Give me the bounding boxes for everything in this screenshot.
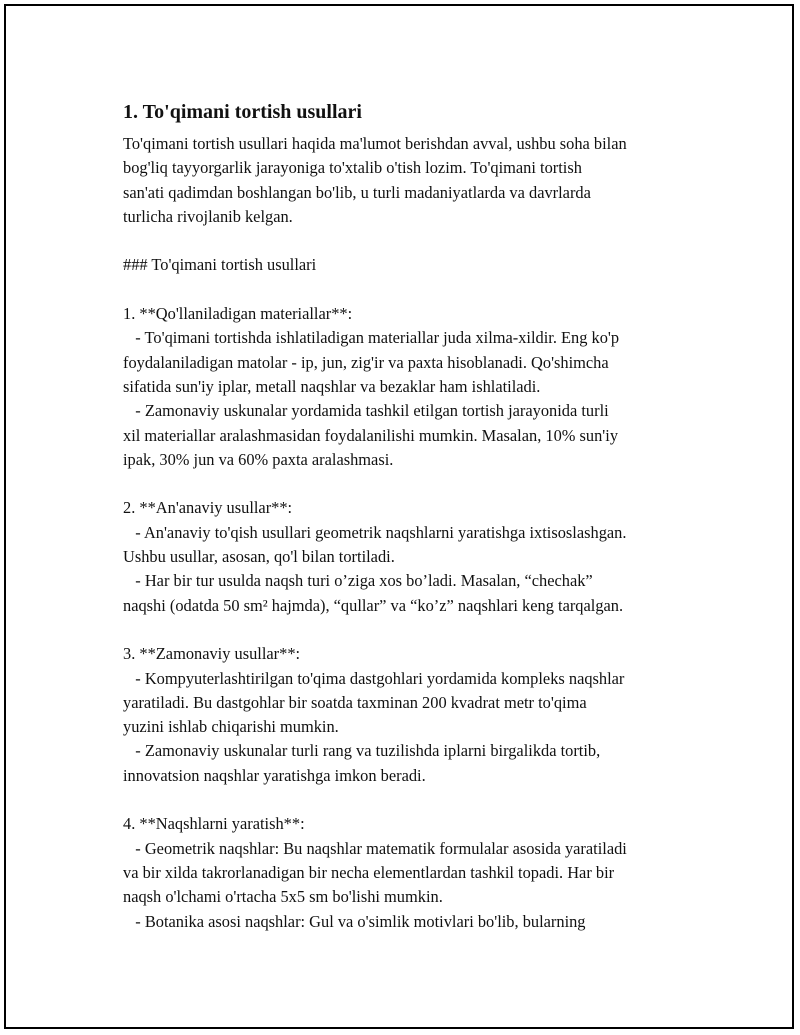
blank-line — [123, 278, 703, 302]
text-line: 3. **Zamonaviy usullar**: — [123, 644, 301, 664]
text-line: ipak, 30% jun va 60% paxta aralashmasi. — [123, 449, 394, 469]
text-line: san'ati qadimdan boshlangan bo'lib, u turli madaniyatlarda va davrlarda — [123, 182, 591, 202]
document-page — [4, 4, 794, 1029]
text-line: yuzini ishlab chiqarishi mumkin. — [123, 717, 339, 737]
text-line: 1. **Qo'llaniladigan materiallar**: — [123, 304, 353, 324]
text-line: bog'liq tayyorgarlik jarayoniga to'xtalib o'tish lozim. To'qimani tortish — [123, 158, 582, 178]
text-line: innovatsion naqshlar yaratishga imkon beradi. — [123, 765, 426, 785]
text-line: - Kompyuterlashtirilgan to'qima dastgohlari yordamida kompleks naqshlar — [123, 668, 625, 688]
text-line: yaratiladi. Bu dastgohlar bir soatda taxminan 200 kvadrat metr to'qima — [123, 692, 587, 712]
text-line: 4. **Naqshlarni yaratish**: — [123, 814, 305, 834]
text-line: - Zamonaviy uskunalar turli rang va tuzilishda iplarni birgalikda tortib, — [123, 741, 601, 761]
text-line: xil materiallar aralashmasidan foydalanilishi mumkin. Masalan, 10% sun'iy — [123, 425, 619, 445]
page-title: 1. To'qimani tortish usullari — [123, 101, 362, 123]
text-line: naqsh o'lchami o'rtacha 5x5 sm bo'lishi mumkin. — [123, 887, 443, 907]
text-line: sifatida sun'iy iplar, metall naqshlar va bezaklar ham ishlatiladi. — [123, 376, 541, 396]
text-line: - Botanika asosi naqshlar: Gul va o'simlik motivlari bo'lib, bularning — [123, 911, 586, 931]
text-line: ### To'qimani tortish usullari — [123, 255, 317, 275]
text-line: - To'qimani tortishda ishlatiladigan materiallar juda xilma-xildir. Eng ko'p — [123, 328, 620, 348]
text-line: Ushbu usullar, asosan, qo'l bilan tortiladi. — [123, 547, 395, 567]
text-line: - Har bir tur usulda naqsh turi o’ziga xos bo’ladi. Masalan, “chechak” — [123, 571, 593, 591]
text-line: 2. **An'anaviy usullar**: — [123, 498, 293, 518]
text-line: - Geometrik naqshlar: Bu naqshlar matematik formulalar asosida yaratiladi — [123, 838, 627, 858]
text-line: foydalaniladigan matolar - ip, jun, zig'ir va paxta hisoblanadi. Qo'shimcha — [123, 352, 609, 372]
blank-line — [123, 472, 703, 496]
document-body — [123, 98, 703, 934]
text-line: va bir xilda takrorlanadigan bir necha elementlardan tashkil topadi. Har bir — [123, 862, 615, 882]
blank-line — [123, 788, 703, 812]
blank-line — [123, 618, 703, 642]
text-line: - An'anaviy to'qish usullari geometrik naqshlarni yaratishga ixtisoslashgan. — [123, 522, 627, 542]
text-line: turlicha rivojlanib kelgan. — [123, 206, 293, 226]
text-line: To'qimani tortish usullari haqida ma'lumot berishdan avval, ushbu soha bilan — [123, 134, 627, 153]
text-line: naqshi (odatda 50 sm² hajmda), “qullar” va “ko’z” naqshlari keng tarqalgan. — [123, 595, 624, 615]
blank-line — [123, 229, 703, 253]
paragraph-lines — [123, 132, 703, 934]
text-line: - Zamonaviy uskunalar yordamida tashkil etilgan tortish jarayonida turli — [123, 401, 609, 421]
